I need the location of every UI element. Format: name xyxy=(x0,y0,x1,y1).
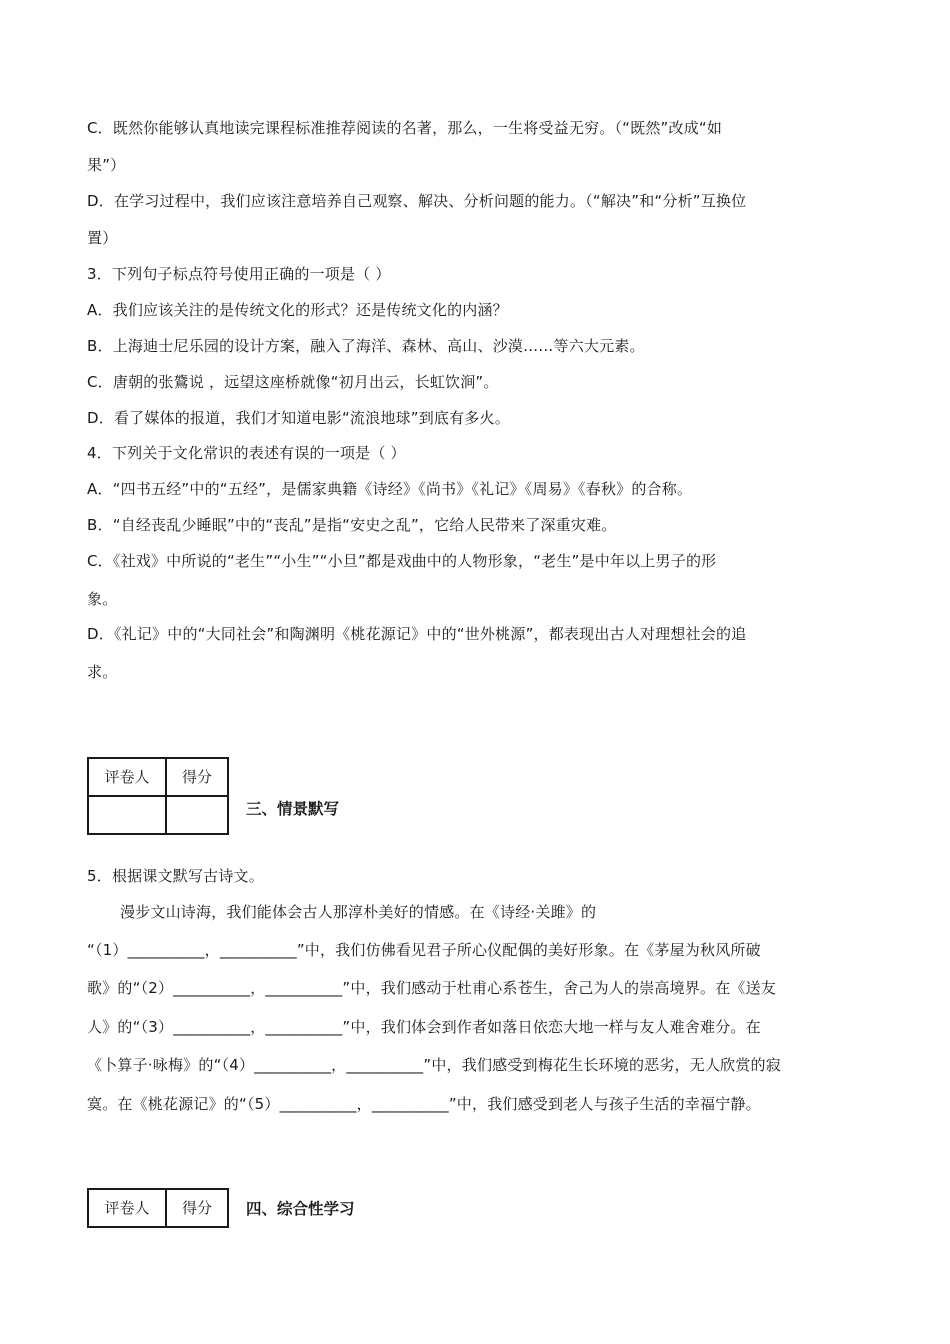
q3-option-d: D．看了媒体的报道，我们才知道电影“流浪地球”到底有多火。 xyxy=(87,409,510,427)
q2-option-c-line2: 果”） xyxy=(87,156,126,174)
score-cell xyxy=(166,796,228,834)
q5-line5: 《卜算子·咏梅》的“（4）__________，__________”中，我们感受到梅花生长环境的恶劣，无人欣赏的寂 xyxy=(87,1056,781,1074)
q5-line3: 歌》的“（2）__________，__________”中，我们感动于杜甫心系苍生，舍己为人的崇高境界。在《送友 xyxy=(87,979,776,997)
q4-option-d-line1: D．《礼记》中的“大同社会”和陶渊明《桃花源记》中的“世外桃源”，都表现出古人对理想社会的追 xyxy=(87,625,747,643)
q4-option-a: A．“四书五经”中的“五经”，是儒家典籍《诗经》《尚书》《礼记》《周易》《春秋》的合称。 xyxy=(87,480,693,498)
q4-option-b: B．“自经丧乱少睡眠”中的“丧乱”是指“安史之乱”，它给人民带来了深重灾难。 xyxy=(87,516,617,534)
q4-option-c-line2: 象。 xyxy=(87,590,118,608)
q2-option-c-line1: C．既然你能够认真地读完课程标准推荐阅读的名著，那么，一生将受益无穷。（“既然”改成“如 xyxy=(87,119,723,137)
q3-option-c: C．唐朝的张鷟说 ，远望这座桥就像“初月出云，长虹饮涧”。 xyxy=(87,373,499,391)
q3-stem: 3．下列句子标点符号使用正确的一项是（ ） xyxy=(87,265,391,283)
q4-option-c-line1: C．《社戏》中所说的“老生”“小生”“小旦”都是戏曲中的人物形象，“老生”是中年以上男子的形 xyxy=(87,552,717,570)
q4-option-d-line2: 求。 xyxy=(87,663,118,681)
section3-title: 三、情景默写 xyxy=(246,800,340,818)
section4-title: 四、综合性学习 xyxy=(246,1200,355,1218)
q2-option-d-line2: 置） xyxy=(87,229,118,247)
reviewer-cell xyxy=(88,796,166,834)
score-box-section3 xyxy=(87,757,229,835)
q5-line2: “（1）__________，__________”中，我们仿佛看见君子所心仪配偶的美好形象。在《茅屋为秋风所破 xyxy=(87,941,761,959)
score-box-section4 xyxy=(87,1188,229,1228)
q5-stem: 5．根据课文默写古诗文。 xyxy=(87,867,264,885)
reviewer-header: 评卷人 xyxy=(88,758,166,796)
q3-option-a: A．我们应该关注的是传统文化的形式？还是传统文化的内涵？ xyxy=(87,301,508,319)
score-header: 得分 xyxy=(166,758,228,796)
q5-line1: 漫步文山诗海，我们能体会古人那淳朴美好的情感。在《诗经·关雎》的 xyxy=(120,903,597,921)
q5-line4: 人》的“（3）__________，__________”中，我们体会到作者如落日依恋大地一样与友人难舍难分。在 xyxy=(87,1018,761,1036)
q3-option-b: B．上海迪士尼乐园的设计方案，融入了海洋、森林、高山、沙漠……等六大元素。 xyxy=(87,337,645,355)
q2-option-d-line1: D．在学习过程中，我们应该注意培养自己观察、解决、分析问题的能力。（“解决”和“分析”互换位 xyxy=(87,192,747,210)
q4-stem: 4．下列关于文化常识的表述有误的一项是（ ） xyxy=(87,444,406,462)
score-header: 得分 xyxy=(166,1189,228,1227)
q5-line6: 寞。在《桃花源记》的“（5）__________，__________”中，我们感受到老人与孩子生活的幸福宁静。 xyxy=(87,1095,761,1113)
reviewer-header: 评卷人 xyxy=(88,1189,166,1227)
